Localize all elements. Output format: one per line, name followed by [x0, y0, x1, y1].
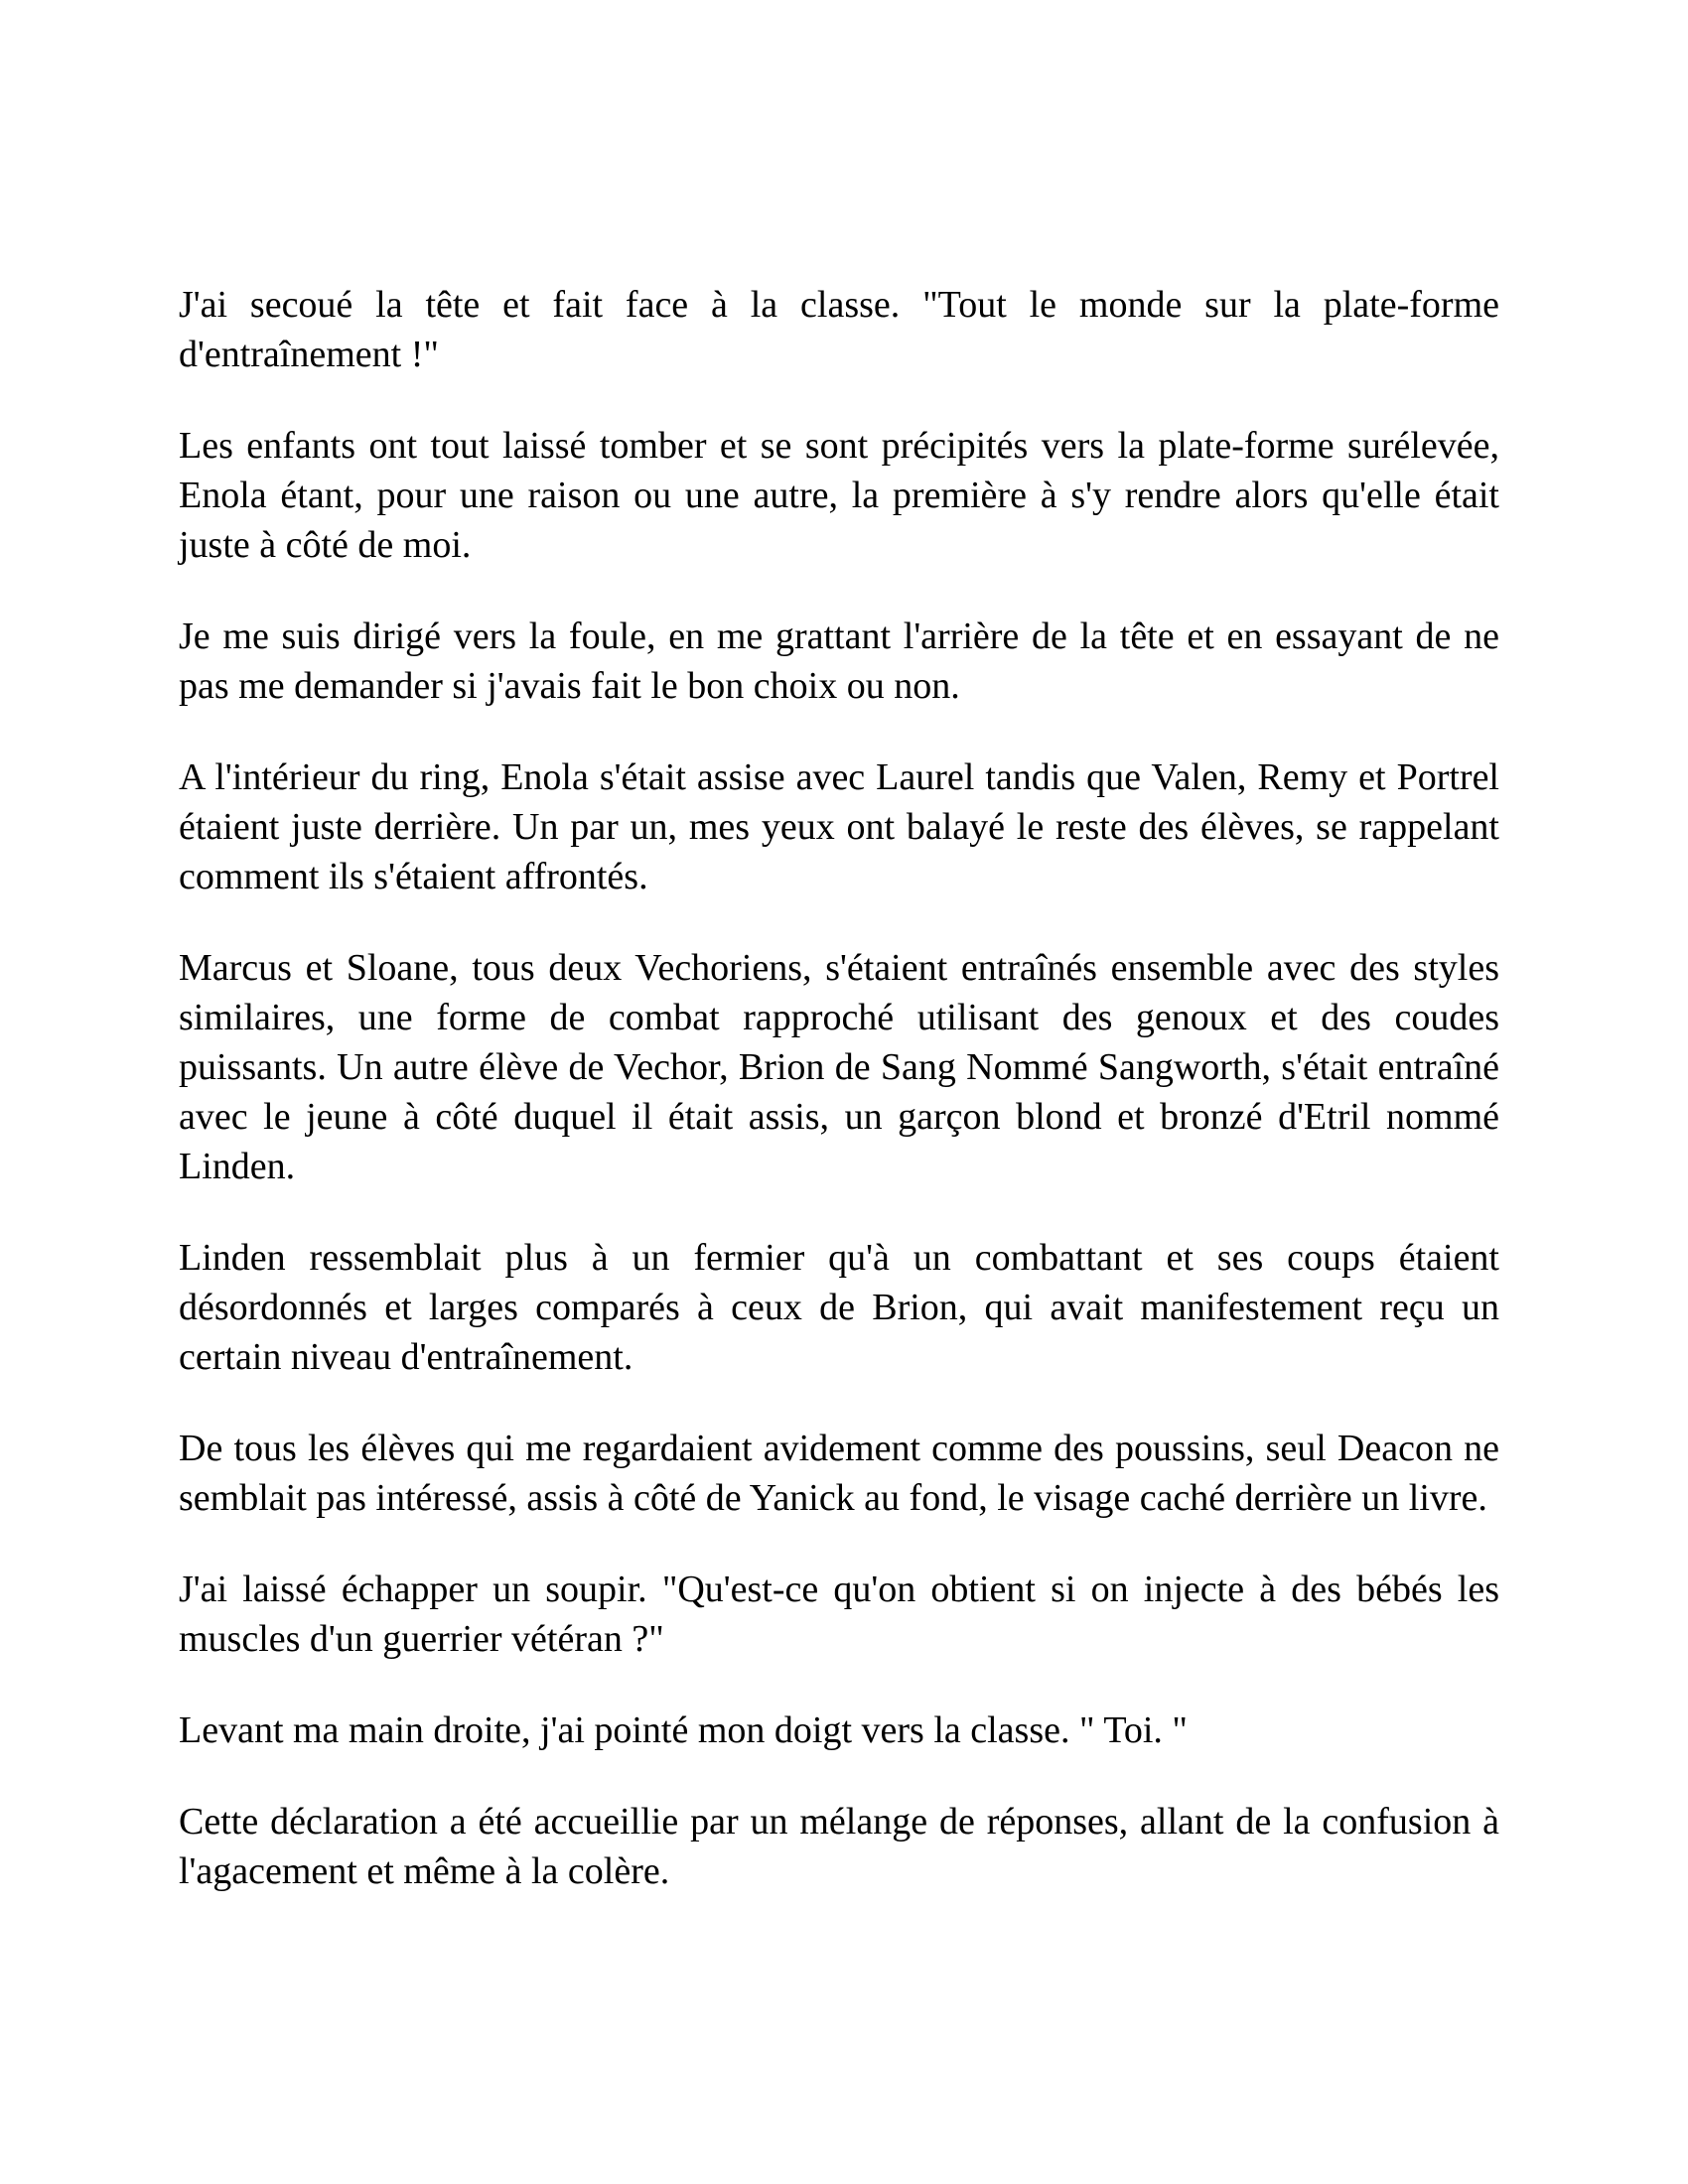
paragraph-6: Linden ressemblait plus à un fermier qu'à un combattant et ses coups étaient désordonnés et larges comparés à ceux de Brion, qui avait manifestement reçu un certain niveau d'entraînement.	[179, 1237, 1499, 1378]
paragraph-3: Je me suis dirigé vers la foule, en me grattant l'arrière de la tête et en essayant de ne pas me demander si j'avais fait le bon choix ou non.	[179, 615, 1499, 707]
text-content	[179, 280, 1499, 1896]
paragraph-4: A l'intérieur du ring, Enola s'était assise avec Laurel tandis que Valen, Remy et Portrel étaient juste derrière. Un par un, mes yeux ont balayé le reste des élèves, se rappelant comment ils s'étaient affrontés.	[179, 756, 1499, 897]
paragraph-8: J'ai laissé échapper un soupir. "Qu'est-ce qu'on obtient si on injecte à des bébés les muscles d'un guerrier vétéran ?"	[179, 1569, 1499, 1660]
paragraph-9: Levant ma main droite, j'ai pointé mon doigt vers la classe. " Toi. "	[179, 1709, 1188, 1751]
paragraph-2: Les enfants ont tout laissé tomber et se sont précipités vers la plate-forme surélevée, Enola étant, pour une raison ou une autre, la première à s'y rendre alors qu'elle était juste à côté de moi.	[179, 425, 1499, 566]
paragraph-5: Marcus et Sloane, tous deux Vechoriens, s'étaient entraînés ensemble avec des styles similaires, une forme de combat rapproché utilisant des genoux et des coudes puissants. Un autre élève de Vechor, Brion de Sang Nommé Sangworth, s'était entraîné avec le jeune à côté duquel il était assis, un garçon blond et bronzé d'Etril nommé Linden.	[179, 947, 1499, 1187]
paragraph-7: De tous les élèves qui me regardaient avidement comme des poussins, seul Deacon ne semblait pas intéressé, assis à côté de Yanick au fond, le visage caché derrière un livre.	[179, 1428, 1499, 1519]
paragraph-1: J'ai secoué la tête et fait face à la classe. "Tout le monde sur la plate-forme d'entraînement !"	[179, 284, 1499, 375]
paragraph-10: Cette déclaration a été accueillie par un mélange de réponses, allant de la confusion à l'agacement et même à la colère.	[179, 1801, 1499, 1892]
